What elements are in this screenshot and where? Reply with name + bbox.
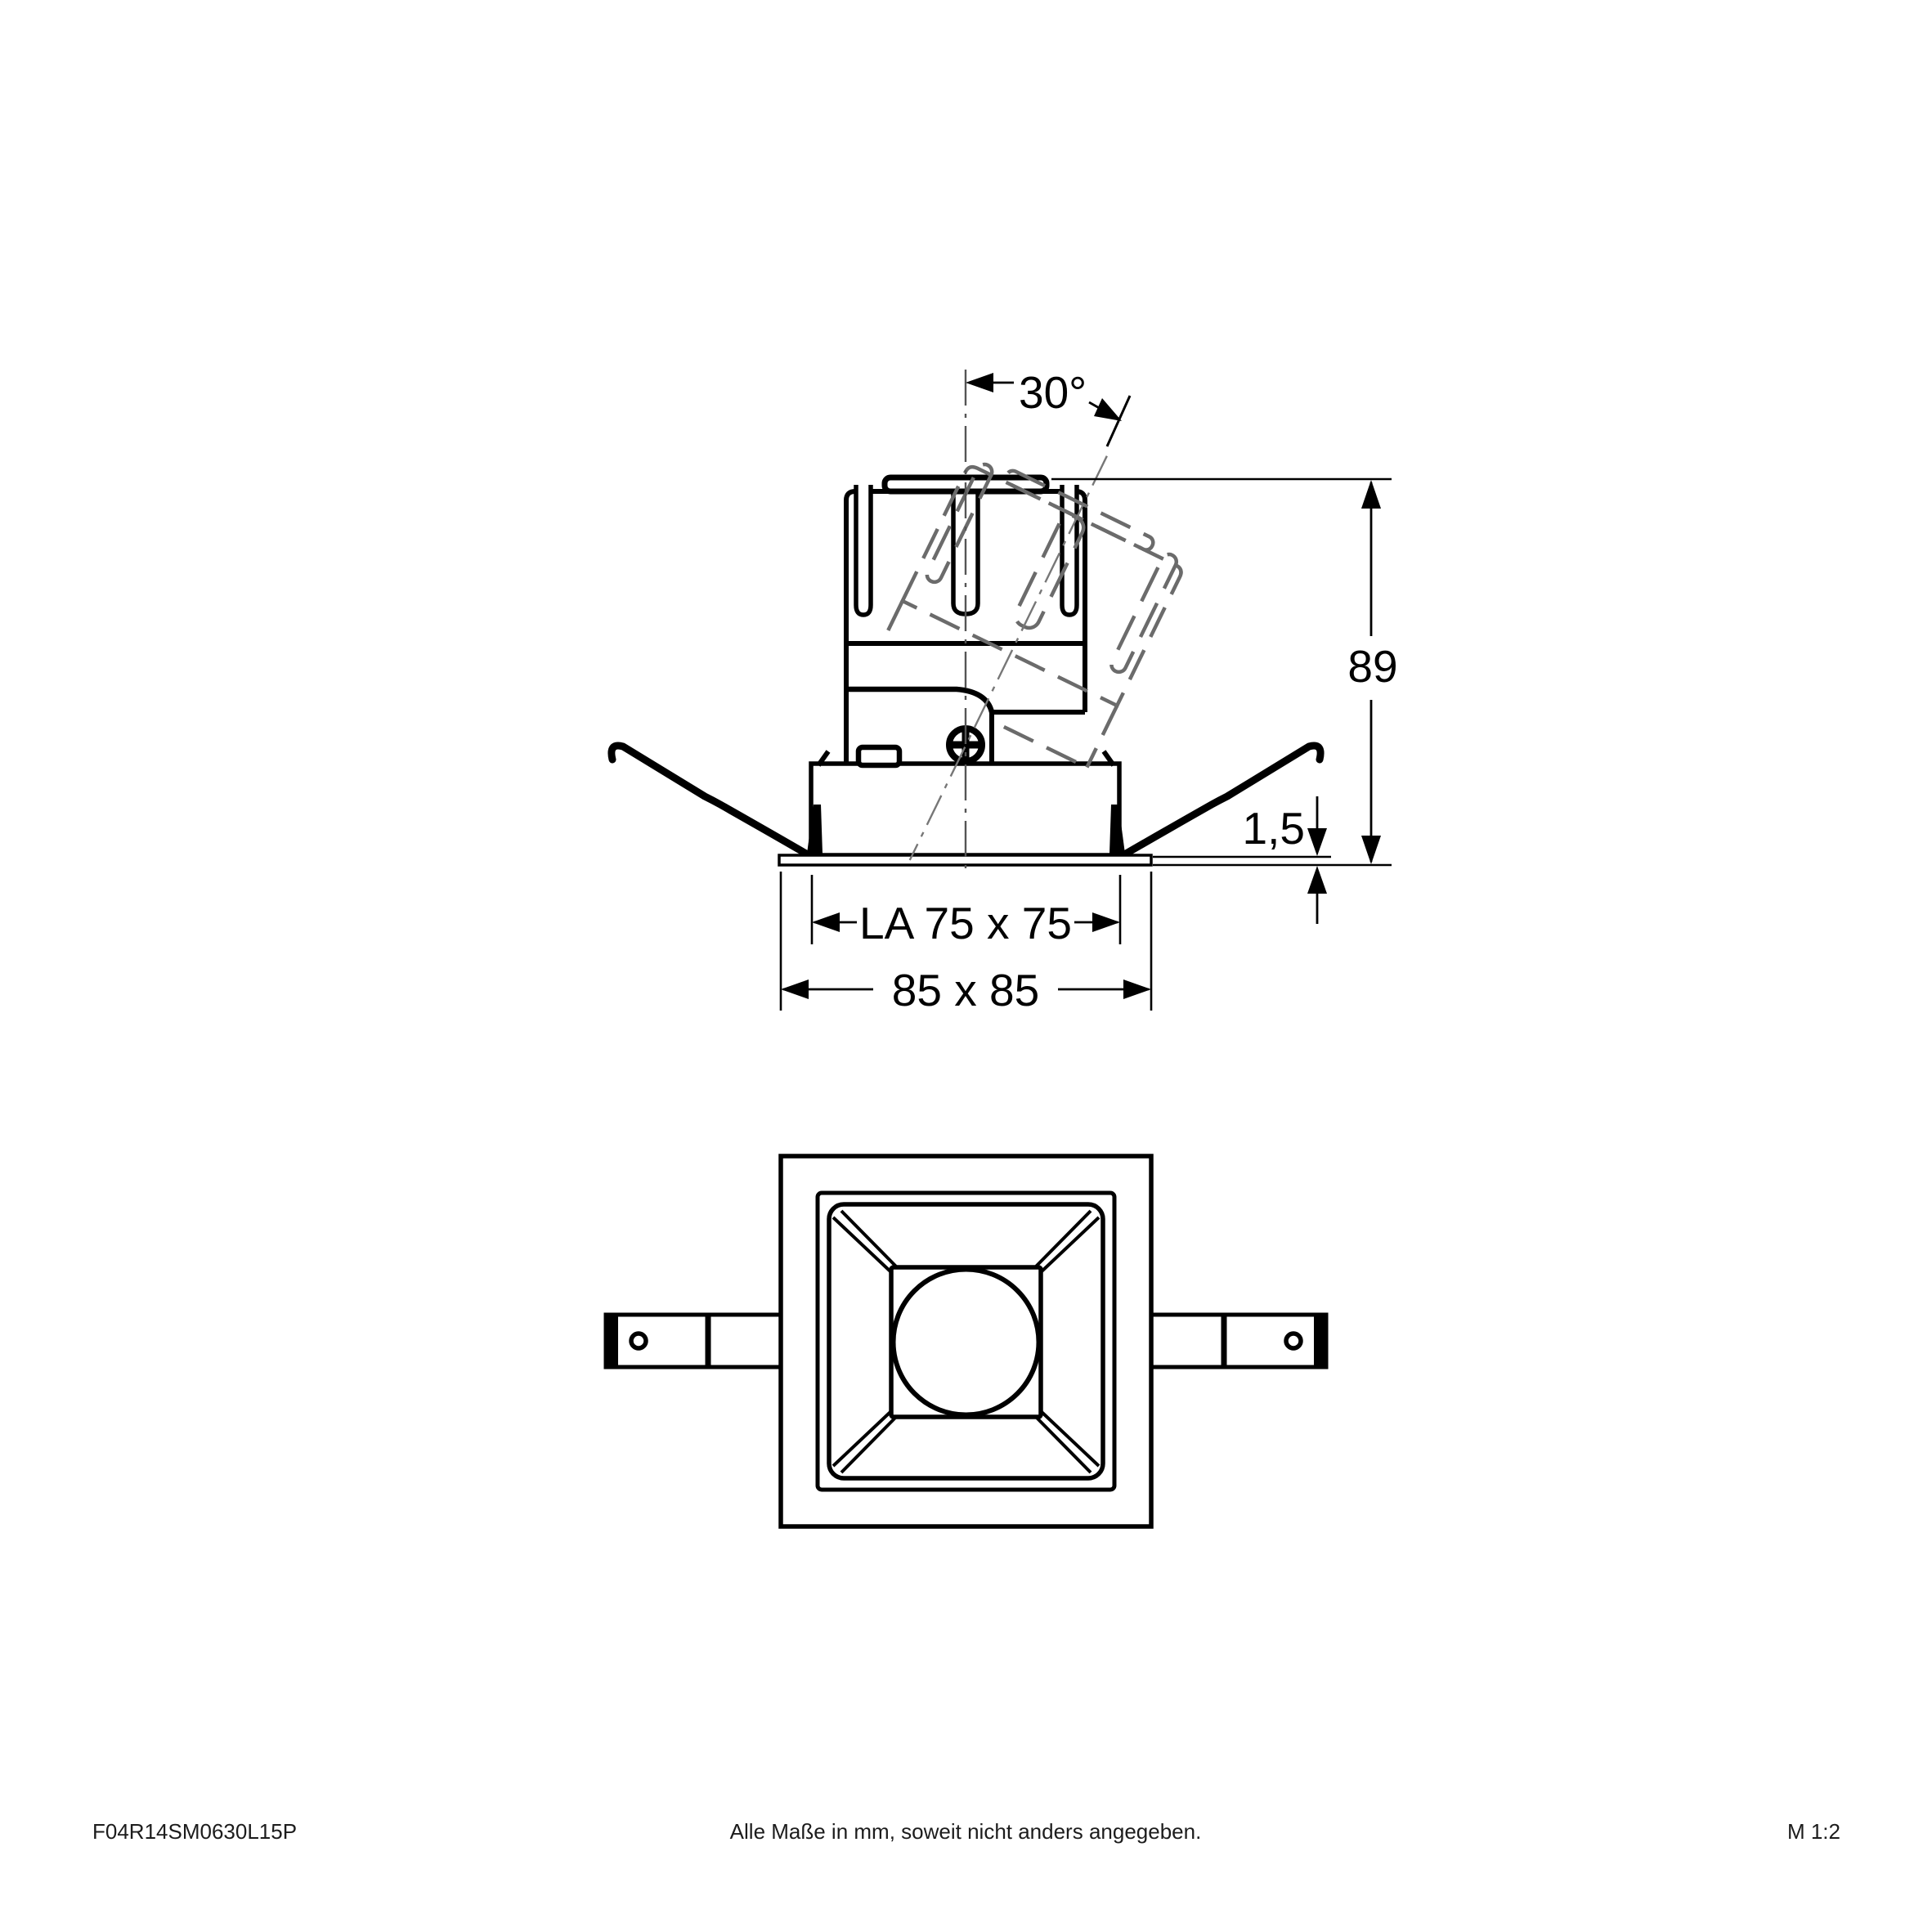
dimension-flange-thickness <box>1153 796 1331 924</box>
module-slot-left <box>856 485 871 615</box>
side-view <box>612 370 1320 912</box>
terminal-block <box>858 747 899 765</box>
mounting-arm-right <box>1151 1315 1326 1367</box>
dimension-cutout <box>812 875 1120 948</box>
tilt-angle-label: 30° <box>1019 367 1087 418</box>
lens-circle <box>894 1270 1039 1415</box>
overall-size-label: 85 x 85 <box>891 965 1040 1015</box>
mounting-arm-left <box>606 1315 781 1367</box>
bottom-view <box>606 1156 1326 1526</box>
flange-thickness-label: 1,5 <box>1242 803 1305 854</box>
footer <box>92 1819 1840 1844</box>
arm-hole-left <box>631 1334 646 1348</box>
leaf-spring-left <box>612 746 810 856</box>
arm-hole-right <box>1286 1334 1301 1348</box>
article-number: F04R14SM0630L15P <box>92 1819 298 1844</box>
footer-note: Alle Maße in mm, soweit nicht anders angegeben. <box>729 1819 1202 1844</box>
scale-label: M 1:2 <box>1786 1819 1840 1844</box>
overall-height-label: 89 <box>1347 641 1398 692</box>
dimension-tilt-angle <box>966 367 1130 446</box>
yoke-step <box>846 689 992 712</box>
module-slot-right <box>1062 485 1077 615</box>
cutout-label: LA 75 x 75 <box>859 898 1072 948</box>
clamp-wedge-right <box>1109 805 1125 854</box>
